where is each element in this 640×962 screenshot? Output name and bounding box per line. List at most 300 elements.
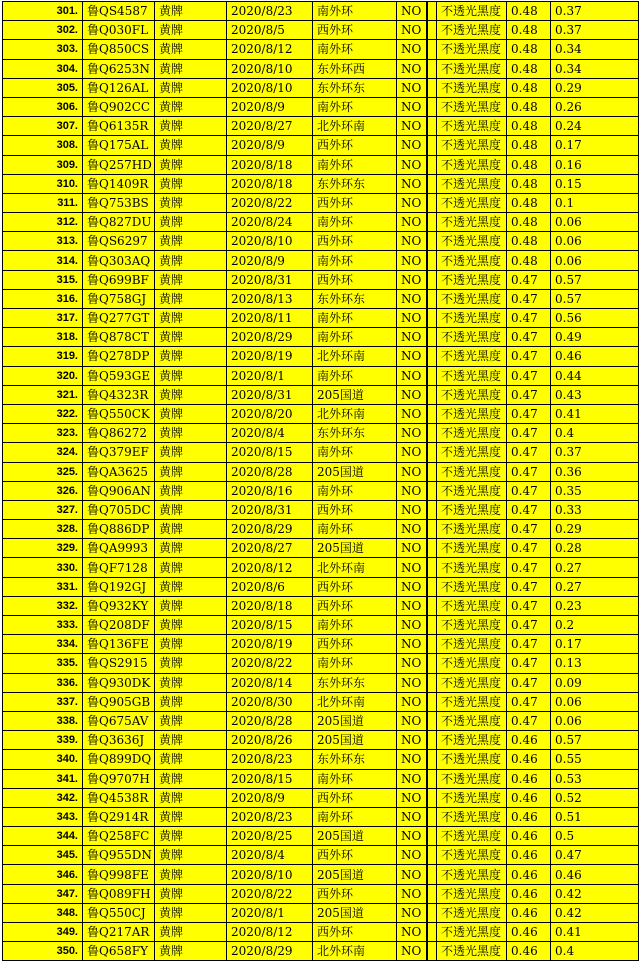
table-row — [3, 40, 639, 59]
plate-number-cell: 鲁Q878CT — [83, 328, 155, 347]
table-row — [3, 711, 639, 730]
plate-color-cell: 黄牌 — [155, 807, 227, 826]
test-type-cell: 不透光黑度 — [437, 903, 507, 922]
divider — [427, 98, 437, 116]
location-cell: 南外环 — [313, 213, 397, 232]
location-cell: 205国道 — [313, 827, 397, 846]
row-index-cell: 310. — [3, 174, 83, 193]
divider — [427, 942, 437, 960]
plate-number-cell: 鲁Q675AV — [83, 711, 155, 730]
row-index-cell: 311. — [3, 193, 83, 212]
plate-color-cell: 黄牌 — [155, 404, 227, 423]
test-type-cell: 不透光黑度 — [437, 117, 507, 136]
result-cell: NO — [397, 539, 427, 558]
measured-value-cell: 0.37 — [551, 2, 639, 21]
plate-number-cell: 鲁Q192GJ — [83, 577, 155, 596]
plate-number-cell: 鲁Q955DN — [83, 846, 155, 865]
row-index-cell: 350. — [3, 942, 83, 961]
plate-number-cell: 鲁QA9993 — [83, 539, 155, 558]
measured-value-cell: 0.06 — [551, 232, 639, 251]
row-index-cell: 334. — [3, 635, 83, 654]
plate-color-cell: 黄牌 — [155, 232, 227, 251]
row-index-cell: 338. — [3, 711, 83, 730]
result-cell: NO — [397, 750, 427, 769]
location-cell: 205国道 — [313, 903, 397, 922]
measured-value-cell: 0.26 — [551, 97, 639, 116]
test-type-cell: 不透光黑度 — [437, 711, 507, 730]
limit-value-cell: 0.46 — [507, 807, 551, 826]
plate-color-cell: 黄牌 — [155, 40, 227, 59]
location-cell: 东外环东 — [313, 673, 397, 692]
plate-number-cell: 鲁Q593GE — [83, 366, 155, 385]
plate-color-cell: 黄牌 — [155, 731, 227, 750]
measured-value-cell: 0.29 — [551, 78, 639, 97]
result-cell: NO — [397, 635, 427, 654]
result-cell: NO — [397, 232, 427, 251]
limit-value-cell: 0.46 — [507, 846, 551, 865]
location-cell: 205国道 — [313, 385, 397, 404]
plate-color-cell: 黄牌 — [155, 865, 227, 884]
date-cell: 2020/8/26 — [227, 731, 313, 750]
plate-number-cell: 鲁Q902CC — [83, 97, 155, 116]
table-row — [3, 558, 639, 577]
row-index-cell: 328. — [3, 520, 83, 539]
date-cell: 2020/8/9 — [227, 136, 313, 155]
test-type-cell: 不透光黑度 — [437, 827, 507, 846]
table-row — [3, 596, 639, 615]
measured-value-cell: 0.4 — [551, 942, 639, 961]
measured-value-cell: 0.49 — [551, 328, 639, 347]
spacer-cell — [427, 193, 437, 212]
row-index-cell: 313. — [3, 232, 83, 251]
location-cell: 西外环 — [313, 884, 397, 903]
limit-value-cell: 0.47 — [507, 577, 551, 596]
table-row — [3, 193, 639, 212]
plate-number-cell: 鲁Q4323R — [83, 385, 155, 404]
table-row — [3, 251, 639, 270]
result-cell: NO — [397, 213, 427, 232]
result-cell: NO — [397, 404, 427, 423]
measured-value-cell: 0.57 — [551, 731, 639, 750]
location-cell: 西外环 — [313, 21, 397, 40]
test-type-cell: 不透光黑度 — [437, 731, 507, 750]
row-index-cell: 343. — [3, 807, 83, 826]
plate-number-cell: 鲁Q932KY — [83, 596, 155, 615]
table-row — [3, 635, 639, 654]
plate-number-cell: 鲁Q126AL — [83, 78, 155, 97]
spacer-cell — [427, 942, 437, 961]
plate-color-cell: 黄牌 — [155, 424, 227, 443]
date-cell: 2020/8/14 — [227, 673, 313, 692]
spacer-cell — [427, 635, 437, 654]
spacer-cell — [427, 78, 437, 97]
limit-value-cell: 0.46 — [507, 865, 551, 884]
test-type-cell: 不透光黑度 — [437, 40, 507, 59]
table-row — [3, 616, 639, 635]
row-index-cell: 323. — [3, 424, 83, 443]
limit-value-cell: 0.47 — [507, 539, 551, 558]
test-type-cell: 不透光黑度 — [437, 232, 507, 251]
date-cell: 2020/8/19 — [227, 347, 313, 366]
test-type-cell: 不透光黑度 — [437, 558, 507, 577]
divider — [427, 693, 437, 711]
location-cell: 西外环 — [313, 577, 397, 596]
table-row — [3, 404, 639, 423]
divider — [427, 156, 437, 174]
result-cell: NO — [397, 366, 427, 385]
test-type-cell: 不透光黑度 — [437, 846, 507, 865]
measured-value-cell: 0.57 — [551, 270, 639, 289]
location-cell: 北外环南 — [313, 404, 397, 423]
divider — [427, 578, 437, 596]
table-row — [3, 309, 639, 328]
spacer-cell — [427, 577, 437, 596]
limit-value-cell: 0.47 — [507, 635, 551, 654]
test-type-cell: 不透光黑度 — [437, 654, 507, 673]
result-cell: NO — [397, 289, 427, 308]
result-cell: NO — [397, 347, 427, 366]
test-type-cell: 不透光黑度 — [437, 59, 507, 78]
divider — [427, 251, 437, 269]
date-cell: 2020/8/12 — [227, 558, 313, 577]
table-row — [3, 59, 639, 78]
plate-number-cell: 鲁QF7128 — [83, 558, 155, 577]
date-cell: 2020/8/31 — [227, 385, 313, 404]
measured-value-cell: 0.53 — [551, 769, 639, 788]
plate-color-cell: 黄牌 — [155, 289, 227, 308]
table-row — [3, 136, 639, 155]
test-type-cell: 不透光黑度 — [437, 520, 507, 539]
table-row — [3, 884, 639, 903]
table-row — [3, 328, 639, 347]
table-row — [3, 846, 639, 865]
test-type-cell: 不透光黑度 — [437, 942, 507, 961]
location-cell: 西外环 — [313, 923, 397, 942]
measured-value-cell: 0.06 — [551, 711, 639, 730]
spacer-cell — [427, 155, 437, 174]
test-type-cell: 不透光黑度 — [437, 136, 507, 155]
plate-color-cell: 黄牌 — [155, 78, 227, 97]
location-cell: 东外环东 — [313, 750, 397, 769]
plate-number-cell: 鲁Q030FL — [83, 21, 155, 40]
spacer-cell — [427, 711, 437, 730]
divider — [427, 770, 437, 788]
plate-number-cell: 鲁Q1409R — [83, 174, 155, 193]
divider — [427, 789, 437, 807]
limit-value-cell: 0.47 — [507, 443, 551, 462]
row-index-cell: 302. — [3, 21, 83, 40]
test-type-cell: 不透光黑度 — [437, 462, 507, 481]
limit-value-cell: 0.47 — [507, 558, 551, 577]
test-type-cell: 不透光黑度 — [437, 596, 507, 615]
date-cell: 2020/8/9 — [227, 251, 313, 270]
limit-value-cell: 0.48 — [507, 78, 551, 97]
divider — [427, 194, 437, 212]
date-cell: 2020/8/22 — [227, 654, 313, 673]
row-index-cell: 304. — [3, 59, 83, 78]
date-cell: 2020/8/5 — [227, 21, 313, 40]
result-cell: NO — [397, 520, 427, 539]
test-type-cell: 不透光黑度 — [437, 923, 507, 942]
plate-number-cell: 鲁Q175AL — [83, 136, 155, 155]
spacer-cell — [427, 270, 437, 289]
limit-value-cell: 0.47 — [507, 270, 551, 289]
test-type-cell: 不透光黑度 — [437, 366, 507, 385]
test-type-cell: 不透光黑度 — [437, 769, 507, 788]
limit-value-cell: 0.47 — [507, 520, 551, 539]
divider — [427, 328, 437, 346]
result-cell: NO — [397, 942, 427, 961]
divider — [427, 290, 437, 308]
date-cell: 2020/8/28 — [227, 462, 313, 481]
plate-color-cell: 黄牌 — [155, 750, 227, 769]
plate-color-cell: 黄牌 — [155, 923, 227, 942]
location-cell: 南外环 — [313, 155, 397, 174]
plate-color-cell: 黄牌 — [155, 635, 227, 654]
table-row — [3, 827, 639, 846]
test-type-cell: 不透光黑度 — [437, 193, 507, 212]
row-index-cell: 339. — [3, 731, 83, 750]
result-cell: NO — [397, 328, 427, 347]
plate-color-cell: 黄牌 — [155, 136, 227, 155]
measured-value-cell: 0.34 — [551, 40, 639, 59]
plate-number-cell: 鲁Q658FY — [83, 942, 155, 961]
limit-value-cell: 0.47 — [507, 328, 551, 347]
test-type-cell: 不透光黑度 — [437, 347, 507, 366]
date-cell: 2020/8/10 — [227, 59, 313, 78]
location-cell: 西外环 — [313, 136, 397, 155]
row-index-cell: 325. — [3, 462, 83, 481]
row-index-cell: 307. — [3, 117, 83, 136]
limit-value-cell: 0.48 — [507, 21, 551, 40]
date-cell: 2020/8/1 — [227, 366, 313, 385]
measured-value-cell: 0.44 — [551, 366, 639, 385]
spacer-cell — [427, 309, 437, 328]
test-type-cell: 不透光黑度 — [437, 174, 507, 193]
table-row — [3, 769, 639, 788]
table-row — [3, 750, 639, 769]
row-index-cell: 333. — [3, 616, 83, 635]
test-type-cell: 不透光黑度 — [437, 404, 507, 423]
table-row — [3, 731, 639, 750]
measured-value-cell: 0.06 — [551, 251, 639, 270]
row-index-cell: 331. — [3, 577, 83, 596]
row-index-cell: 340. — [3, 750, 83, 769]
date-cell: 2020/8/15 — [227, 769, 313, 788]
test-type-cell: 不透光黑度 — [437, 78, 507, 97]
divider — [427, 654, 437, 672]
spacer-cell — [427, 385, 437, 404]
limit-value-cell: 0.47 — [507, 481, 551, 500]
spacer-cell — [427, 347, 437, 366]
spacer-cell — [427, 750, 437, 769]
plate-color-cell: 黄牌 — [155, 827, 227, 846]
location-cell: 东外环西 — [313, 59, 397, 78]
limit-value-cell: 0.48 — [507, 136, 551, 155]
table-body — [3, 2, 639, 961]
table-row — [3, 155, 639, 174]
date-cell: 2020/8/10 — [227, 232, 313, 251]
divider — [427, 309, 437, 327]
divider — [427, 40, 437, 58]
spacer-cell — [427, 40, 437, 59]
plate-number-cell: 鲁Q886DP — [83, 520, 155, 539]
table-row — [3, 213, 639, 232]
table-row — [3, 443, 639, 462]
limit-value-cell: 0.46 — [507, 903, 551, 922]
result-cell: NO — [397, 923, 427, 942]
plate-color-cell: 黄牌 — [155, 21, 227, 40]
location-cell: 西外环 — [313, 846, 397, 865]
date-cell: 2020/8/15 — [227, 616, 313, 635]
measured-value-cell: 0.15 — [551, 174, 639, 193]
test-type-cell: 不透光黑度 — [437, 577, 507, 596]
date-cell: 2020/8/22 — [227, 884, 313, 903]
row-index-cell: 321. — [3, 385, 83, 404]
location-cell: 南外环 — [313, 807, 397, 826]
measured-value-cell: 0.4 — [551, 424, 639, 443]
plate-number-cell: 鲁Q379EF — [83, 443, 155, 462]
limit-value-cell: 0.47 — [507, 309, 551, 328]
row-index-cell: 308. — [3, 136, 83, 155]
location-cell: 西外环 — [313, 635, 397, 654]
measured-value-cell: 0.13 — [551, 654, 639, 673]
plate-number-cell: 鲁Q705DC — [83, 500, 155, 519]
date-cell: 2020/8/10 — [227, 865, 313, 884]
measured-value-cell: 0.51 — [551, 807, 639, 826]
location-cell: 东外环东 — [313, 424, 397, 443]
location-cell: 西外环 — [313, 788, 397, 807]
row-index-cell: 327. — [3, 500, 83, 519]
limit-value-cell: 0.47 — [507, 692, 551, 711]
limit-value-cell: 0.48 — [507, 213, 551, 232]
spreadsheet-sheet — [2, 1, 638, 961]
date-cell: 2020/8/18 — [227, 596, 313, 615]
row-index-cell: 315. — [3, 270, 83, 289]
test-type-cell: 不透光黑度 — [437, 2, 507, 21]
plate-color-cell: 黄牌 — [155, 155, 227, 174]
table-row — [3, 289, 639, 308]
limit-value-cell: 0.48 — [507, 117, 551, 136]
table-row — [3, 232, 639, 251]
spacer-cell — [427, 807, 437, 826]
limit-value-cell: 0.47 — [507, 424, 551, 443]
location-cell: 西外环 — [313, 270, 397, 289]
plate-number-cell: 鲁Q827DU — [83, 213, 155, 232]
row-index-cell: 314. — [3, 251, 83, 270]
test-type-cell: 不透光黑度 — [437, 692, 507, 711]
plate-number-cell: 鲁Q136FE — [83, 635, 155, 654]
spacer-cell — [427, 174, 437, 193]
table-row — [3, 673, 639, 692]
row-index-cell: 326. — [3, 481, 83, 500]
divider — [427, 443, 437, 461]
divider — [427, 405, 437, 423]
test-type-cell: 不透光黑度 — [437, 884, 507, 903]
result-cell: NO — [397, 155, 427, 174]
row-index-cell: 301. — [3, 2, 83, 21]
date-cell: 2020/8/9 — [227, 788, 313, 807]
row-index-cell: 303. — [3, 40, 83, 59]
row-index-cell: 348. — [3, 903, 83, 922]
spacer-cell — [427, 462, 437, 481]
row-index-cell: 324. — [3, 443, 83, 462]
result-cell: NO — [397, 462, 427, 481]
row-index-cell: 305. — [3, 78, 83, 97]
divider — [427, 808, 437, 826]
row-index-cell: 309. — [3, 155, 83, 174]
row-index-cell: 345. — [3, 846, 83, 865]
result-cell: NO — [397, 424, 427, 443]
location-cell: 西外环 — [313, 193, 397, 212]
location-cell: 南外环 — [313, 97, 397, 116]
limit-value-cell: 0.48 — [507, 40, 551, 59]
spacer-cell — [427, 328, 437, 347]
divider — [427, 827, 437, 845]
measured-value-cell: 0.55 — [551, 750, 639, 769]
test-type-cell: 不透光黑度 — [437, 309, 507, 328]
table-row — [3, 462, 639, 481]
divider — [427, 846, 437, 864]
limit-value-cell: 0.46 — [507, 827, 551, 846]
spacer-cell — [427, 558, 437, 577]
row-index-cell: 322. — [3, 404, 83, 423]
result-cell: NO — [397, 136, 427, 155]
divider — [427, 60, 437, 78]
plate-color-cell: 黄牌 — [155, 174, 227, 193]
spacer-cell — [427, 404, 437, 423]
spacer-cell — [427, 443, 437, 462]
spacer-cell — [427, 827, 437, 846]
limit-value-cell: 0.46 — [507, 769, 551, 788]
divider — [427, 731, 437, 749]
location-cell: 南外环 — [313, 251, 397, 270]
limit-value-cell: 0.46 — [507, 923, 551, 942]
location-cell: 东外环东 — [313, 78, 397, 97]
table-row — [3, 577, 639, 596]
result-cell: NO — [397, 827, 427, 846]
plate-color-cell: 黄牌 — [155, 596, 227, 615]
spacer-cell — [427, 769, 437, 788]
plate-color-cell: 黄牌 — [155, 788, 227, 807]
test-type-cell: 不透光黑度 — [437, 635, 507, 654]
result-cell: NO — [397, 78, 427, 97]
date-cell: 2020/8/29 — [227, 328, 313, 347]
plate-color-cell: 黄牌 — [155, 481, 227, 500]
date-cell: 2020/8/23 — [227, 750, 313, 769]
plate-color-cell: 黄牌 — [155, 500, 227, 519]
measured-value-cell: 0.5 — [551, 827, 639, 846]
divider — [427, 539, 437, 557]
limit-value-cell: 0.46 — [507, 942, 551, 961]
divider — [427, 750, 437, 768]
plate-number-cell: 鲁Q550CK — [83, 404, 155, 423]
plate-color-cell: 黄牌 — [155, 539, 227, 558]
measured-value-cell: 0.17 — [551, 136, 639, 155]
result-cell: NO — [397, 711, 427, 730]
result-cell: NO — [397, 251, 427, 270]
limit-value-cell: 0.48 — [507, 174, 551, 193]
limit-value-cell: 0.46 — [507, 731, 551, 750]
plate-number-cell: 鲁Q758GJ — [83, 289, 155, 308]
date-cell: 2020/8/4 — [227, 424, 313, 443]
table-row — [3, 424, 639, 443]
plate-color-cell: 黄牌 — [155, 328, 227, 347]
location-cell: 南外环 — [313, 481, 397, 500]
plate-color-cell: 黄牌 — [155, 443, 227, 462]
result-cell: NO — [397, 903, 427, 922]
divider — [427, 347, 437, 365]
